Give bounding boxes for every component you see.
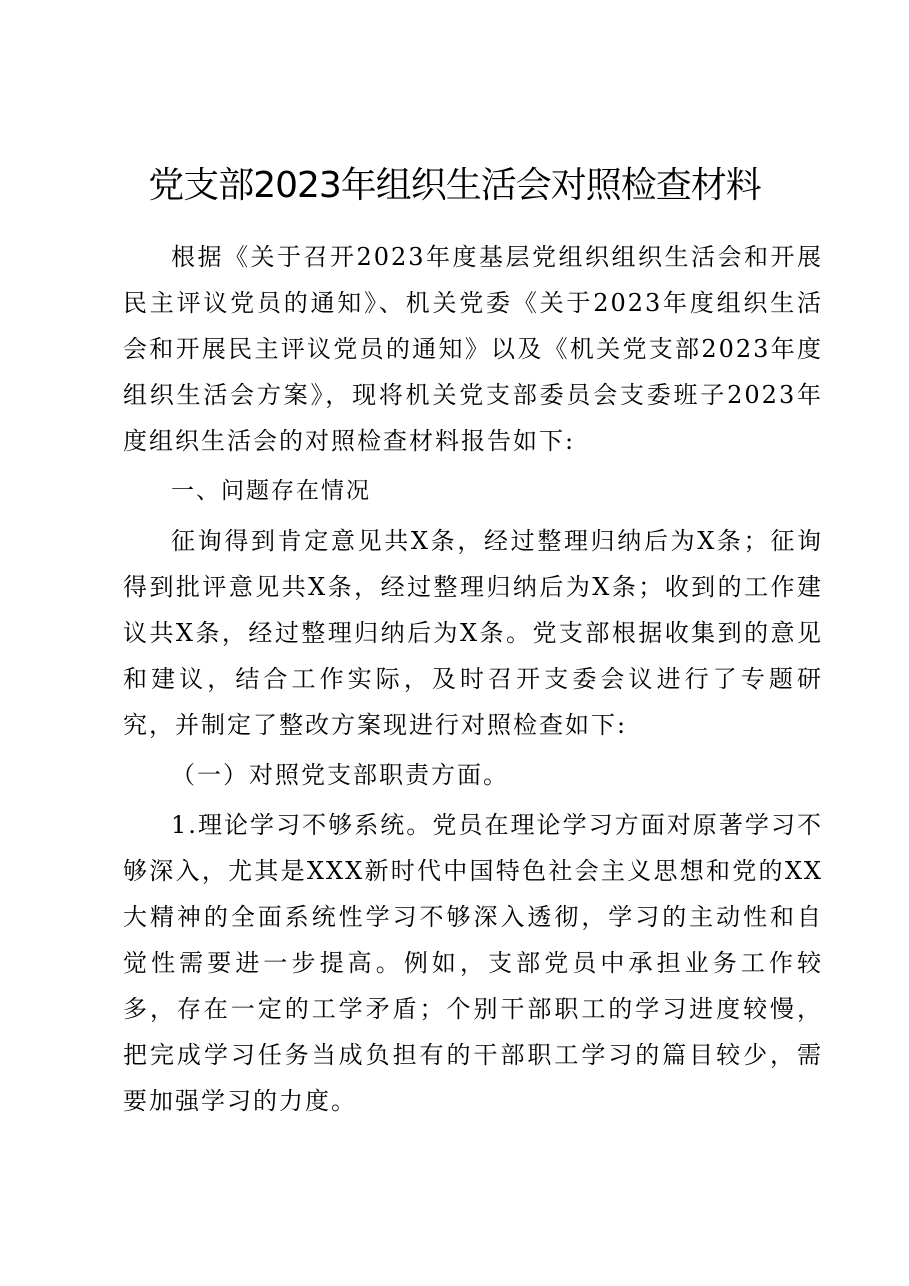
item-paragraph: 1.理论学习不够系统。党员在理论学习方面对原著学习不够深入，尤其是XXX新时代中国特色社会主义思想和党的XX大精神的全面系统性学习不够深入透彻，学习的主动性和自觉性需要进一步提高。例如，支部党员中承担业务工作较多，存在一定的工学矛盾；个别干部职工的学习进度较慢，把完成学习任务当成负担有的干部职工学习的篇目较少，需要加强学习的力度。 [123, 811, 823, 1115]
intro-paragraph: 根据《关于召开2023年度基层党组织组织生活会和开展民主评议党员的通知》、机关党委《关于2023年度组织生活会和开展民主评议党员的通知》以及《机关党支部2023年度组织生活会方案》，现将机关党支部委员会支委班子2023年度组织生活会的对照检查材料报告如下: [123, 243, 823, 455]
document-title: 党支部2023年组织生活会对照检查材料 [148, 165, 761, 206]
subsection-heading: （一）对照党支部职责方面。 [171, 761, 509, 789]
section-paragraph: 征询得到肯定意见共X条，经过整理归纳后为X条；征询得到批评意见共X条，经过整理归纳后为X条；收到的工作建议共X条，经过整理归纳后为X条。党支部根据收集到的意见和建议，结合工作实际，及时召开支委会议进行了专题研究，并制定了整改方案现进行对照检查如下: [123, 527, 823, 739]
section-heading: 一、问题存在情况 [171, 478, 371, 504]
document-body [123, 234, 823, 1124]
